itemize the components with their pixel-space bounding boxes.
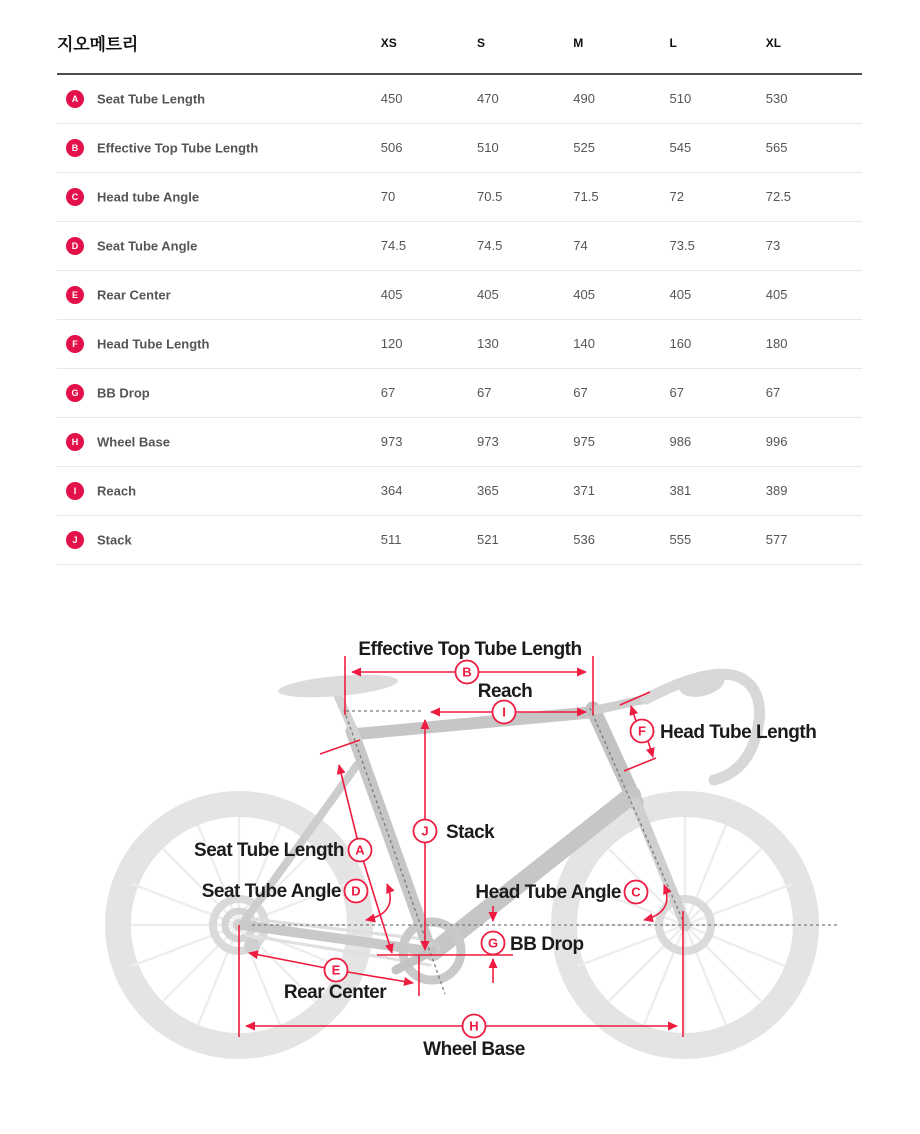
row-label: Head tube Angle bbox=[97, 189, 200, 204]
label-head-tube-angle: Head Tube Angle bbox=[475, 881, 621, 903]
value-cell: 72 bbox=[670, 172, 766, 221]
row-label: Seat Tube Length bbox=[97, 91, 206, 107]
value-cell: 986 bbox=[670, 417, 766, 466]
row-label-cell bbox=[57, 515, 381, 564]
geometry-table-head bbox=[57, 30, 862, 74]
value-cell: 364 bbox=[381, 466, 477, 515]
row-letter-badge: A bbox=[66, 90, 84, 108]
value-cell: 511 bbox=[381, 515, 477, 564]
value-cell: 490 bbox=[573, 74, 669, 123]
value-cell: 521 bbox=[477, 515, 573, 564]
value-cell: 506 bbox=[381, 123, 477, 172]
row-letter-badge: J bbox=[66, 531, 84, 549]
row-label: Effective Top Tube Length bbox=[97, 140, 259, 155]
header-row bbox=[57, 30, 862, 74]
letter-g-badge bbox=[482, 931, 505, 954]
svg-text:E: E bbox=[331, 962, 341, 978]
value-cell: 67 bbox=[766, 368, 862, 417]
value-cell: 405 bbox=[766, 270, 862, 319]
value-cell: 74.5 bbox=[477, 221, 573, 270]
value-cell: 130 bbox=[477, 319, 573, 368]
value-cell: 405 bbox=[477, 270, 573, 319]
value-cell: 381 bbox=[670, 466, 766, 515]
value-cell: 74 bbox=[573, 221, 669, 270]
value-cell: 72.5 bbox=[766, 172, 862, 221]
row-label: Head Tube Length bbox=[97, 336, 210, 351]
row-label-cell bbox=[57, 417, 381, 466]
value-cell: 545 bbox=[670, 123, 766, 172]
row-label-cell bbox=[57, 123, 381, 172]
svg-text:F: F bbox=[638, 723, 646, 739]
row-label: Reach bbox=[97, 483, 137, 498]
value-cell: 371 bbox=[573, 466, 669, 515]
column-header-s: S bbox=[477, 30, 573, 74]
table-row bbox=[57, 221, 862, 270]
letter-f-badge bbox=[631, 719, 654, 742]
svg-text:I: I bbox=[502, 704, 506, 720]
table-row bbox=[57, 172, 862, 221]
svg-text:C: C bbox=[631, 884, 641, 900]
column-header-l: L bbox=[670, 30, 766, 74]
letter-c-badge bbox=[625, 880, 648, 903]
row-label-cell bbox=[57, 466, 381, 515]
letter-d-badge bbox=[345, 879, 368, 902]
row-label: Rear Center bbox=[97, 287, 171, 302]
label-head-tube-length: Head Tube Length bbox=[660, 721, 817, 743]
value-cell: 73.5 bbox=[670, 221, 766, 270]
svg-text:G: G bbox=[487, 935, 499, 951]
column-header-m: M bbox=[573, 30, 669, 74]
row-label: BB Drop bbox=[97, 385, 150, 400]
row-letter-badge: F bbox=[66, 335, 84, 353]
row-letter-badge: I bbox=[66, 482, 84, 500]
row-letter-badge: B bbox=[66, 139, 84, 157]
table-row bbox=[57, 368, 862, 417]
row-letter-badge: E bbox=[66, 286, 84, 304]
table-row bbox=[57, 123, 862, 172]
row-label-cell bbox=[57, 172, 381, 221]
value-cell: 365 bbox=[477, 466, 573, 515]
label-effective-top-tube: Effective Top Tube Length bbox=[358, 638, 582, 660]
label-rear-center: Rear Center bbox=[283, 981, 387, 1003]
label-bb-drop: BB Drop bbox=[510, 933, 584, 955]
label-seat-tube-angle: Seat Tube Angle bbox=[201, 880, 341, 902]
table-row bbox=[57, 466, 862, 515]
row-label-cell bbox=[57, 221, 381, 270]
value-cell: 70.5 bbox=[477, 172, 573, 221]
value-cell: 67 bbox=[381, 368, 477, 417]
row-letter-badge: C bbox=[66, 188, 84, 206]
svg-text:D: D bbox=[351, 883, 361, 899]
value-cell: 577 bbox=[766, 515, 862, 564]
svg-text:H: H bbox=[469, 1018, 479, 1034]
row-label: Seat Tube Angle bbox=[97, 238, 198, 253]
value-cell: 73 bbox=[766, 221, 862, 270]
value-cell: 525 bbox=[573, 123, 669, 172]
svg-text:A: A bbox=[355, 842, 365, 858]
table-row bbox=[57, 74, 862, 123]
value-cell: 565 bbox=[766, 123, 862, 172]
value-cell: 510 bbox=[670, 74, 766, 123]
label-wheel-base: Wheel Base bbox=[423, 1038, 525, 1060]
value-cell: 67 bbox=[477, 368, 573, 417]
value-cell: 405 bbox=[573, 270, 669, 319]
value-cell: 67 bbox=[670, 368, 766, 417]
row-label: Wheel Base bbox=[97, 434, 170, 449]
value-cell: 140 bbox=[573, 319, 669, 368]
row-label-cell bbox=[57, 319, 381, 368]
value-cell: 160 bbox=[670, 319, 766, 368]
value-cell: 530 bbox=[766, 74, 862, 123]
table-row bbox=[57, 515, 862, 564]
value-cell: 120 bbox=[381, 319, 477, 368]
label-reach: Reach bbox=[477, 680, 533, 702]
table-row bbox=[57, 319, 862, 368]
row-label: Stack bbox=[97, 532, 132, 547]
value-cell: 67 bbox=[573, 368, 669, 417]
geometry-table-body bbox=[57, 74, 862, 564]
letter-e-badge bbox=[325, 958, 348, 981]
table-row bbox=[57, 270, 862, 319]
table-row bbox=[57, 417, 862, 466]
value-cell: 973 bbox=[477, 417, 573, 466]
letter-a-badge bbox=[349, 838, 372, 861]
label-stack: Stack bbox=[446, 821, 495, 843]
value-cell: 405 bbox=[381, 270, 477, 319]
row-letter-badge: G bbox=[66, 384, 84, 402]
value-cell: 510 bbox=[477, 123, 573, 172]
letter-i-badge bbox=[493, 700, 516, 723]
value-cell: 389 bbox=[766, 466, 862, 515]
table-title: 지오메트리 bbox=[57, 30, 381, 74]
row-label-cell bbox=[57, 270, 381, 319]
column-header-xl: XL bbox=[766, 30, 862, 74]
value-cell: 71.5 bbox=[573, 172, 669, 221]
value-cell: 470 bbox=[477, 74, 573, 123]
value-cell: 70 bbox=[381, 172, 477, 221]
value-cell: 973 bbox=[381, 417, 477, 466]
bike-diagram-svg bbox=[0, 613, 920, 1109]
letter-h-badge bbox=[463, 1014, 486, 1037]
value-cell: 74.5 bbox=[381, 221, 477, 270]
value-cell: 975 bbox=[573, 417, 669, 466]
value-cell: 405 bbox=[670, 270, 766, 319]
value-cell: 450 bbox=[381, 74, 477, 123]
row-label-cell bbox=[57, 74, 381, 123]
column-header-xs: XS bbox=[381, 30, 477, 74]
value-cell: 180 bbox=[766, 319, 862, 368]
row-label-cell bbox=[57, 368, 381, 417]
value-cell: 536 bbox=[573, 515, 669, 564]
row-letter-badge: D bbox=[66, 237, 84, 255]
svg-text:J: J bbox=[421, 823, 429, 839]
label-seat-tube-length: Seat Tube Length bbox=[194, 839, 344, 861]
svg-text:B: B bbox=[462, 664, 472, 680]
letter-b-badge bbox=[456, 660, 479, 683]
row-letter-badge: H bbox=[66, 433, 84, 451]
value-cell: 555 bbox=[670, 515, 766, 564]
bike-geometry-diagram bbox=[0, 613, 920, 1114]
geometry-table bbox=[57, 30, 862, 565]
value-cell: 996 bbox=[766, 417, 862, 466]
letter-j-badge bbox=[414, 819, 437, 842]
